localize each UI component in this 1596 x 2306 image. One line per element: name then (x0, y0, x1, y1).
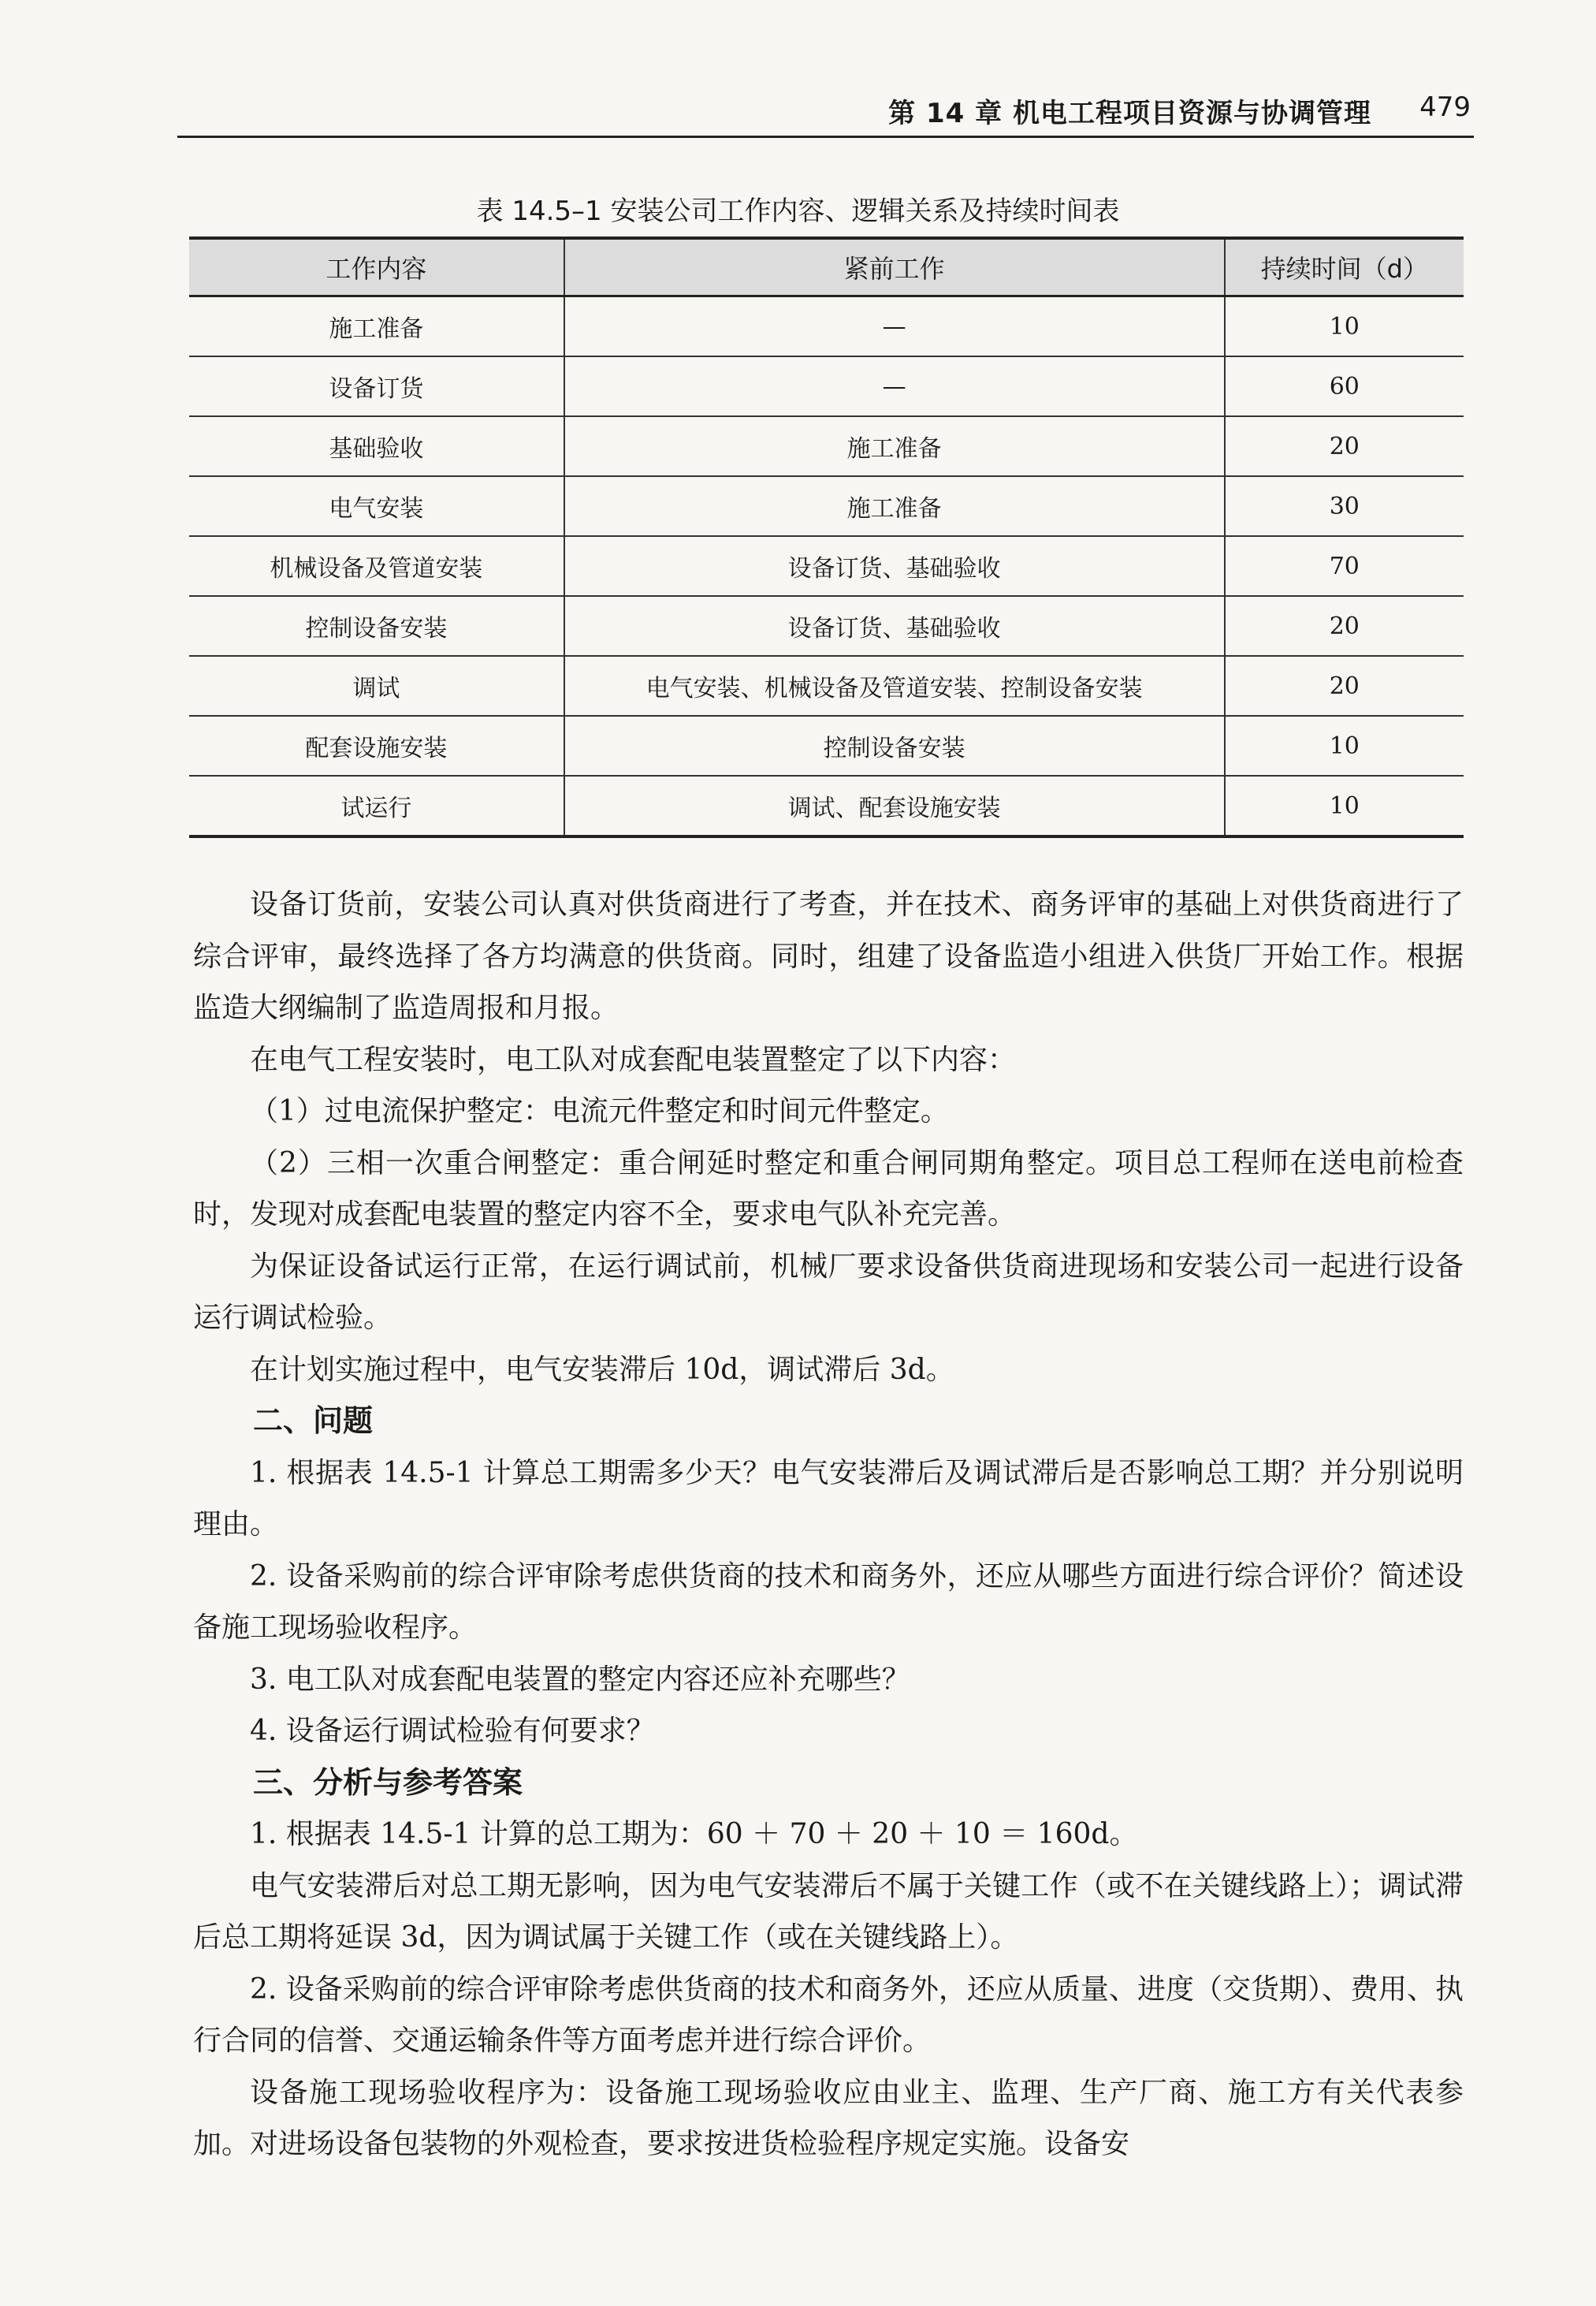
cell-work: 电气安装 (189, 476, 564, 536)
page-header (177, 88, 1474, 138)
chapter-title: 第 14 章 机电工程项目资源与协调管理 (888, 98, 1371, 129)
cell-predecessor: 设备订货、基础验收 (564, 596, 1225, 656)
question-4: 4. 设备运行调试检验有何要求？ (250, 1715, 655, 1747)
table-row (189, 596, 1464, 656)
header-predecessor: 紧前工作 (564, 238, 1225, 296)
cell-duration: 10 (1225, 716, 1464, 776)
header-duration: 持续时间（d） (1225, 238, 1464, 296)
table-row (189, 656, 1464, 716)
question-2: 2. 设备采购前的综合评审除考虑供货商的技术和商务外，还应从哪些方面进行综合评价？简述设备施工现场验收程序。 (193, 1559, 1464, 1644)
answer-1-explanation: 电气安装滞后对总工期无影响，因为电气安装滞后不属于关键工作（或不在关键线路上）；调试滞后总工期将延误 3d，因为调试属于关键工作（或在关键线路上）。 (193, 1869, 1464, 1954)
cell-work: 调试 (189, 656, 564, 716)
cell-duration: 10 (1225, 776, 1464, 836)
work-schedule-table (189, 237, 1464, 838)
paragraph-supplier-review: 设备订货前，安装公司认真对供货商进行了考查，并在技术、商务评审的基础上对供货商进行了综合评审，最终选择了各方均满意的供货商。同时，组建了设备监造小组进入供货厂开始工作。根据监造大纲编制了监造周报和月报。 (193, 888, 1464, 1024)
cell-duration: 20 (1225, 416, 1464, 476)
table-row (189, 716, 1464, 776)
table-row (189, 356, 1464, 416)
table-row (189, 296, 1464, 357)
cell-work: 试运行 (189, 776, 564, 836)
cell-predecessor: 控制设备安装 (564, 716, 1225, 776)
cell-duration: 10 (1225, 296, 1464, 357)
cell-work: 控制设备安装 (189, 596, 564, 656)
page-body (193, 879, 1464, 2170)
table-row (189, 776, 1464, 836)
question-1: 1. 根据表 14.5-1 计算总工期需多少天？电气安装滞后及调试滞后是否影响总工期？并分别说明理由。 (193, 1456, 1464, 1540)
cell-duration: 60 (1225, 356, 1464, 416)
cell-predecessor: — (564, 296, 1225, 357)
answer-2: 2. 设备采购前的综合评审除考虑供货商的技术和商务外，还应从质量、进度（交货期）、费用、执行合同的信誉、交通运输条件等方面考虑并进行综合评价。 (193, 1973, 1464, 2057)
cell-work: 基础验收 (189, 416, 564, 476)
paragraph-overcurrent: （1）过电流保护整定：电流元件整定和时间元件整定。 (250, 1095, 949, 1127)
cell-work: 配套设施安装 (189, 716, 564, 776)
cell-predecessor: 调试、配套设施安装 (564, 776, 1225, 836)
cell-predecessor: 设备订货、基础验收 (564, 536, 1225, 596)
header-work-content: 工作内容 (189, 238, 564, 296)
table-row (189, 416, 1464, 476)
cell-work: 设备订货 (189, 356, 564, 416)
cell-work: 机械设备及管道安装 (189, 536, 564, 596)
paragraph-commissioning: 为保证设备试运行正常，在运行调试前，机械厂要求设备供货商进现场和安装公司一起进行设备运行调试检验。 (193, 1250, 1464, 1334)
heading-answers: 三、分析与参考答案 (253, 1764, 523, 1800)
cell-duration: 30 (1225, 476, 1464, 536)
cell-duration: 20 (1225, 596, 1464, 656)
cell-duration: 70 (1225, 536, 1464, 596)
answer-1: 1. 根据表 14.5-1 计算的总工期为：60 ＋ 70 ＋ 20 ＋ 10 ＝ 160d。 (250, 1818, 1138, 1850)
answer-2-acceptance: 设备施工现场验收程序为：设备施工现场验收应由业主、监理、生产厂商、施工方有关代表参加。对进场设备包装物的外观检查，要求按进货检验程序规定实施。设备安 (193, 2076, 1464, 2160)
cell-predecessor: 电气安装、机械设备及管道安装、控制设备安装 (564, 656, 1225, 716)
paragraph-delays: 在计划实施过程中，电气安装滞后 10d，调试滞后 3d。 (250, 1353, 954, 1386)
table-caption: 表 14.5–1 安装公司工作内容、逻辑关系及持续时间表 (476, 196, 1120, 227)
cell-predecessor: — (564, 356, 1225, 416)
question-3: 3. 电工队对成套配电装置的整定内容还应补充哪些？ (250, 1663, 910, 1696)
cell-predecessor: 施工准备 (564, 416, 1225, 476)
table-row (189, 536, 1464, 596)
paragraph-electrical-intro: 在电气工程安装时，电工队对成套配电装置整定了以下内容： (250, 1043, 1017, 1076)
paragraph-reclosing: （2）三相一次重合闸整定：重合闸延时整定和重合闸同期角整定。项目总工程师在送电前检查时，发现对成套配电装置的整定内容不全，要求电气队补充完善。 (193, 1146, 1464, 1231)
page-number: 479 (1419, 91, 1471, 123)
cell-work: 施工准备 (189, 296, 564, 357)
heading-questions: 二、问题 (253, 1403, 374, 1438)
cell-duration: 20 (1225, 656, 1464, 716)
table-header-row (189, 238, 1464, 296)
cell-predecessor: 施工准备 (564, 476, 1225, 536)
table-row (189, 476, 1464, 536)
